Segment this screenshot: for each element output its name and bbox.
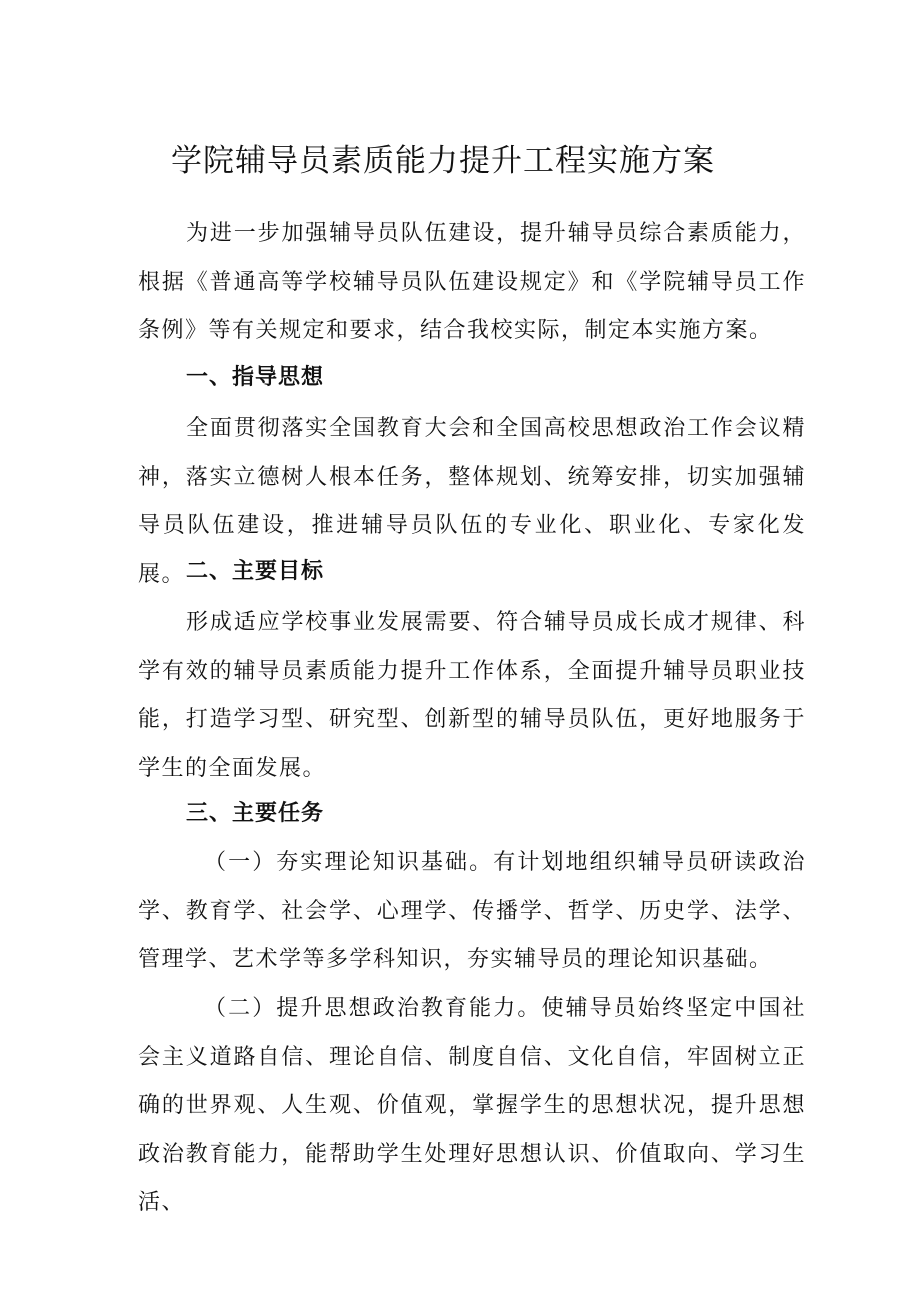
section-body-guiding-ideology: 全面贯彻落实全国教育大会和全国高校思想政治工作会议精神，落实立德树人根本任务，整体规划、统筹安排，切实加强辅导员队伍建设，推进辅导员队伍的专业化、职业化、专家化发展。 bbox=[138, 416, 806, 587]
section-heading-main-goals: 二、主要目标 bbox=[186, 559, 325, 584]
section-body-main-goals: 形成适应学校事业发展需要、符合辅导员成长成才规律、科学有效的辅导员素质能力提升工作体系，全面提升辅导员职业技能，打造学习型、研究型、创新型的辅导员队伍，更好地服务于学生的全面发展。 bbox=[138, 610, 806, 781]
document-title: 学院辅导员素质能力提升工程实施方案 bbox=[171, 143, 715, 179]
intro-paragraph: 为进一步加强辅导员队伍建设，提升辅导员综合素质能力，根据《普通高等学校辅导员队伍建设规定》和《学院辅导员工作条例》等有关规定和要求，结合我校实际，制定本实施方案。 bbox=[138, 221, 806, 343]
task-item-2: （二）提升思想政治教育能力。使辅导员始终坚定中国社会主义道路自信、理论自信、制度自信、文化自信，牢固树立正确的世界观、人生观、价值观，掌握学生的思想状况，提升思想政治教育能力，能帮助学生处理好思想认识、价值取向、学习生活、 bbox=[138, 996, 806, 1215]
task-item-1: （一）夯实理论知识基础。有计划地组织辅导员研读政治学、教育学、社会学、心理学、传播学、哲学、历史学、法学、管理学、艺术学等多学科知识，夯实辅导员的理论知识基础。 bbox=[138, 850, 806, 972]
section-heading-guiding-ideology: 一、指导思想 bbox=[186, 365, 325, 390]
section-heading-main-tasks: 三、主要任务 bbox=[186, 801, 325, 826]
